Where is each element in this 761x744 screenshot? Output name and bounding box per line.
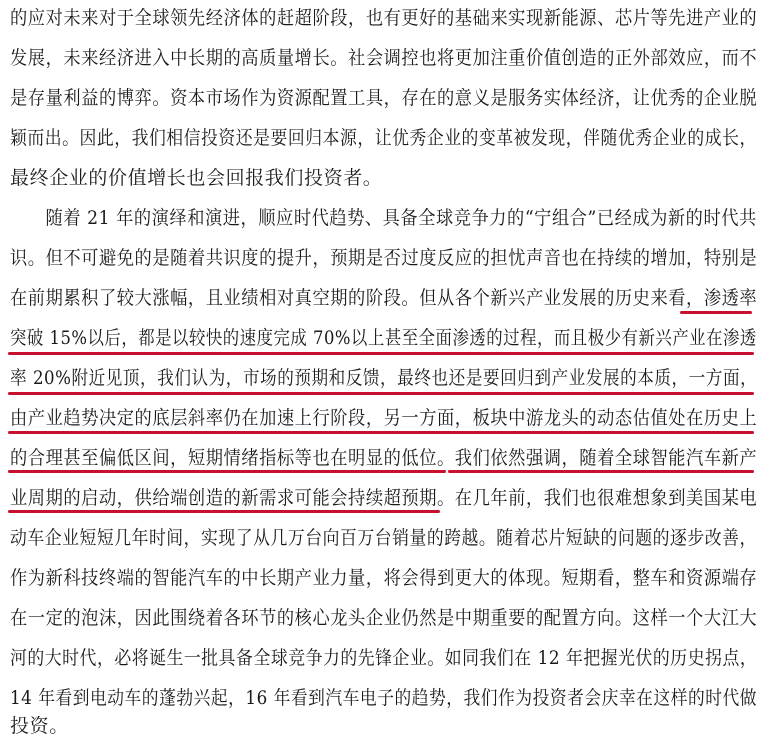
text-line: 河的大时代，必将诞生一批具备全球竞争力的先锋企业。如同我们在 12 年把握光伏的历史拐点， — [10, 647, 758, 669]
text-line: 业周期的启动，供给端创造的新需求可能会持续超预期。在几年前，我们也很难想象到美国某电 — [10, 487, 758, 509]
highlight-underline — [8, 470, 446, 473]
highlight-underline — [8, 352, 754, 355]
text-line: 投资。 — [10, 715, 69, 737]
text-line: 率 20%附近见顶，我们认为，市场的预期和反馈，最终也还是要回归到产业发展的本质，一方面， — [10, 367, 758, 389]
text-line: 由产业趋势决定的底层斜率仍在加速上行阶段，另一方面，板块中游龙头的动态估值处在历史上 — [10, 407, 758, 429]
highlight-underline — [8, 392, 754, 395]
text-line: 14 年看到电动车的蓬勃兴起，16 年看到汽车电子的趋势，我们作为投资者会庆幸在这样的时代做 — [10, 687, 758, 709]
text-line: 是存量利益的博弈。资本市场作为资源配置工具，存在的意义是服务实体经济，让优秀的企业脱 — [10, 87, 758, 109]
highlight-underline — [8, 510, 440, 513]
highlight-underline — [448, 470, 754, 473]
text-line: 在一定的泡沫，因此围绕着各环节的核心龙头企业仍然是中期重要的配置方向。这样一个大江大 — [10, 607, 758, 629]
text-line: 的合理甚至偏低区间，短期情绪指标等也在明显的低位。我们依然强调，随着全球智能汽车新产 — [10, 447, 758, 469]
text-line: 突破 15%以后，都是以较快的速度完成 70%以上甚至全面渗透的过程，而且极少有新兴产业在渗透 — [10, 327, 757, 349]
highlight-underline — [680, 311, 752, 314]
text-line: 的应对未来对于全球领先经济体的赶超阶段，也有更好的基础来实现新能源、芯片等先进产业的 — [10, 7, 758, 29]
text-line: 发展，未来经济进入中长期的高质量增长。社会调控也将更加注重价值创造的正外部效应，而不 — [10, 47, 758, 69]
text-line: 动车企业短短几年时间，实现了从几万台向百万台销量的跨越。随着芯片短缺的问题的逐步改善， — [10, 527, 757, 549]
text-line: 颖而出。因此，我们相信投资还是要回归本源，让优秀企业的变革被发现，伴随优秀企业的成长， — [10, 127, 757, 149]
text-line: 随着 21 年的演绎和演进，顺应时代趋势、具备全球竞争力的“宁组合”已经成为新的时代共 — [10, 207, 757, 229]
text-line: 最终企业的价值增长也会回报我们投资者。 — [10, 167, 383, 189]
text-line: 作为新科技终端的智能汽车的中长期产业力量，将会得到更大的体现。短期看，整车和资源端存 — [10, 567, 758, 589]
highlight-underline — [8, 431, 754, 434]
text-line: 在前期累积了较大涨幅，且业绩相对真空期的阶段。但从各个新兴产业发展的历史来看，渗透率 — [10, 287, 758, 309]
text-line: 识。但不可避免的是随着共识度的提升，预期是否过度反应的担忧声音也在持续的增加，特别是 — [10, 247, 758, 269]
